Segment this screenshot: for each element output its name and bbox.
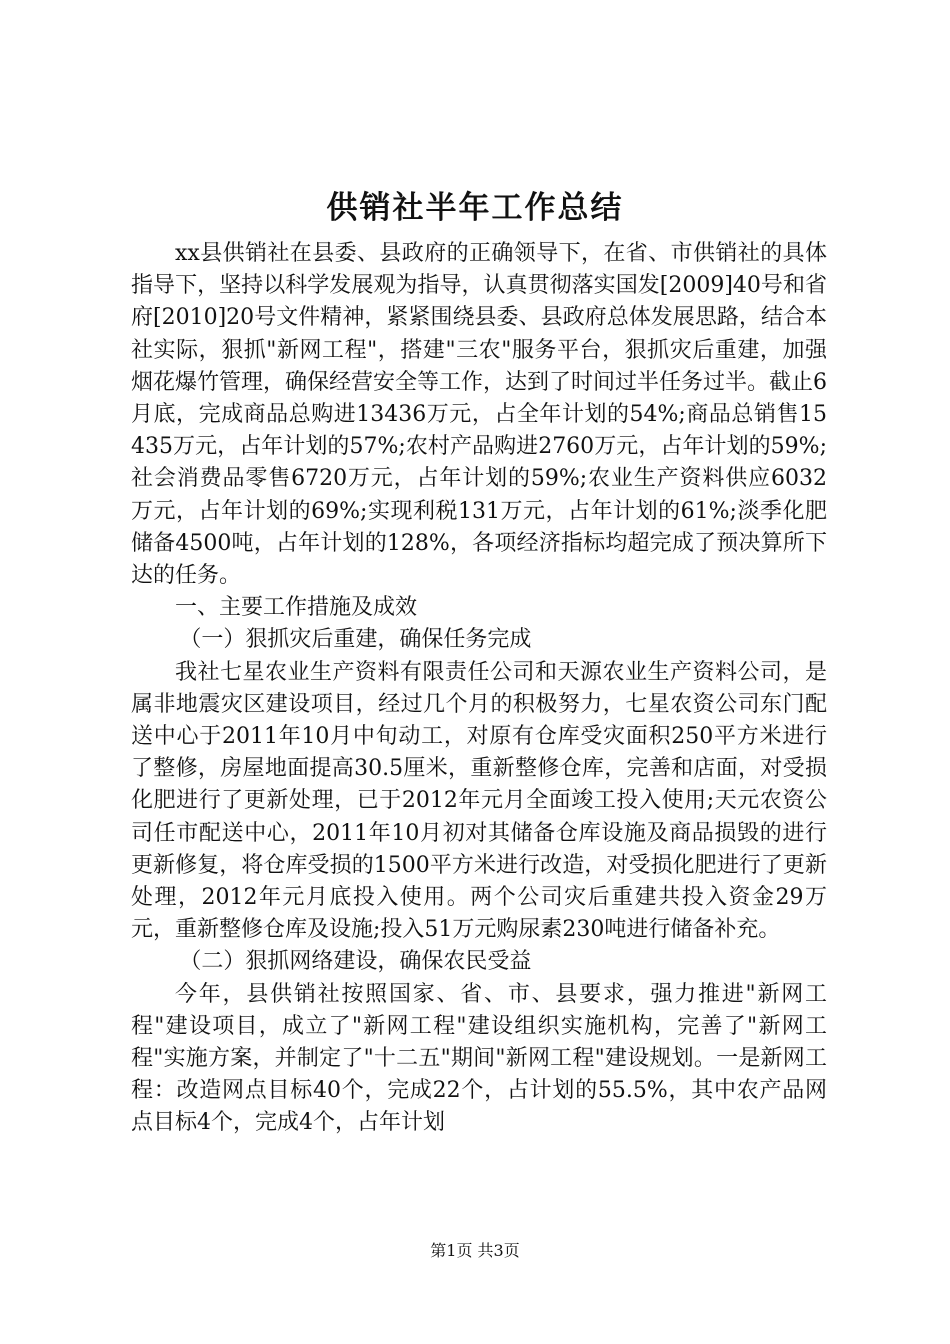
body-paragraph-1: 我社七星农业生产资料有限责任公司和天源农业生产资料公司，是属非地震灾区建设项目，经过几个月的积极努力，七星农资公司东门配送中心于2011年10月中旬动工，对原有仓库受灾面积250平方米进行了整修，房屋地面提高30.5厘米，重新整修仓库，完善和店面，对受损化肥进行了更新处理，已于2012年元月全面竣工投入使用;天元农资公司任市配送中心，2011年10月初对其储备仓库设施及商品损毁的进行更新修复，将仓库受损的1500平方米进行改造，对受损化肥进行了更新处理，2012年元月底投入使用。两个公司灾后重建共投入资金29万元，重新整修仓库及设施;投入51万元购尿素230吨进行储备补充。 [131,659,828,943]
page-footer: 第1页 共3页 [430,1241,520,1260]
subsection-heading-2: （二）狠抓网络建设，确保农民受益 [179,949,532,975]
document-title: 供销社半年工作总结 [326,190,624,226]
body-paragraph-2: 今年，县供销社按照国家、省、市、县要求，强力推进"新网工程"建设项目，成立了"新网工程"建设组织实施机构，完善了"新网工程"实施方案，并制定了"十二五"期间"新网工程"建设规划。一是新网工程：改造网点目标40个，完成22个，占计划的55.5%，其中农产品网点目标4个，完成4个，占年计划 [131,981,827,1136]
intro-paragraph: xx县供销社在县委、县政府的正确领导下，在省、市供销社的具体指导下，坚持以科学发展观为指导，认真贯彻落实国发[2009]40号和省府[2010]20号文件精神，紧紧围绕县委、县政府总体发展思路，结合本社实际，狠抓"新网工程"，搭建"三农"服务平台，狠抓灾后重建，加强烟花爆竹管理，确保经营安全等工作，达到了时间过半任务过半。截止6月底，完成商品总购进13436万元，占全年计划的54%;商品总销售15435万元，占年计划的57%;农村产品购进2760万元，占年计划的59%;社会消费品零售6720万元，占年计划的59%;农业生产资料供应6032万元，占年计划的69%;实现利税131万元，占年计划的61%;淡季化肥储备4500吨，占年计划的128%，各项经济指标均超完成了预决算所下达的任务。 [131,241,827,589]
section-heading: 一、主要工作措施及成效 [175,595,418,621]
subsection-heading-1: （一）狠抓灾后重建，确保任务完成 [179,627,532,653]
document-body [131,238,827,1140]
